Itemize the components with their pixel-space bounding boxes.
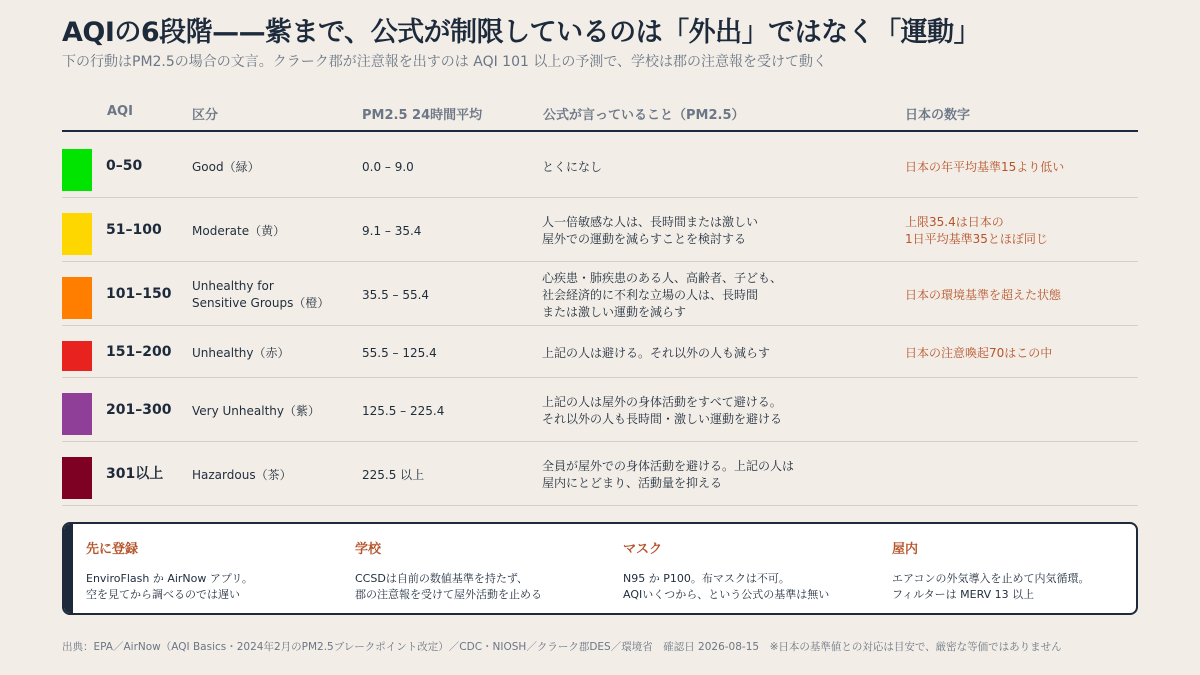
header-japan: 日本の数字 bbox=[905, 108, 971, 123]
official-guidance bbox=[542, 345, 770, 362]
header-official: 公式が言っていること（PM2.5） bbox=[543, 108, 745, 123]
pm25-range: 9.1 – 35.4 bbox=[362, 223, 422, 238]
official-guidance bbox=[542, 214, 758, 248]
cell-line: 人一倍敏感な人は、長時間または激しい bbox=[542, 215, 759, 229]
tip-4 bbox=[892, 538, 1089, 603]
tip-text-line: 郡の注意報を受けて屋外活動を止める bbox=[355, 588, 542, 601]
official-guidance bbox=[542, 159, 602, 176]
header-pm25: PM2.5 24時間平均 bbox=[362, 108, 483, 123]
tip-text-line: N95 か P100。布マスクは不可。 bbox=[623, 572, 790, 585]
aqi-range: 201–300 bbox=[106, 402, 172, 418]
cell-line: 屋外での運動を減らすことを検討する bbox=[542, 232, 747, 246]
table-row bbox=[62, 442, 1138, 506]
category-color-swatch bbox=[62, 277, 92, 319]
pm25-range: 0.0 – 9.0 bbox=[362, 159, 414, 174]
tip-text-line: エアコンの外気導入を止めて内気循環。 bbox=[892, 572, 1090, 585]
cell-line: Moderate（黄） bbox=[192, 223, 286, 238]
aqi-range: 101–150 bbox=[106, 286, 172, 302]
cell-line: 屋内にとどまり、活動量を抑える bbox=[542, 476, 723, 490]
table-header bbox=[62, 100, 1138, 132]
category-color-swatch bbox=[62, 393, 92, 435]
tip-text-line: 空を見てから調べるのでは遅い bbox=[86, 588, 240, 601]
pm25-range: 125.5 – 225.4 bbox=[362, 403, 445, 418]
category-color-swatch bbox=[62, 149, 92, 191]
pm25-range: 55.5 – 125.4 bbox=[362, 345, 437, 360]
japan-comparison bbox=[905, 214, 1048, 248]
tips-accent-bar bbox=[64, 524, 73, 613]
tip-title: 先に登録 bbox=[86, 542, 139, 557]
cell-line: Good（緑） bbox=[192, 159, 260, 174]
header-category: 区分 bbox=[192, 108, 219, 123]
cell-line: Sensitive Groups（橙） bbox=[192, 296, 330, 310]
tip-text bbox=[355, 571, 542, 603]
official-guidance bbox=[542, 394, 782, 428]
cell-line: 1日平均基準35とほぼ同じ bbox=[905, 232, 1048, 246]
table-row bbox=[62, 198, 1138, 262]
cell-line: 全員が屋外での身体活動を避ける。上記の人は bbox=[542, 459, 795, 473]
japan-comparison bbox=[905, 159, 1064, 176]
cell-line: 日本の環境基準を超えた状態 bbox=[905, 287, 1062, 302]
category-color-swatch bbox=[62, 341, 92, 371]
cell-line: 日本の注意喚起70はこの中 bbox=[905, 345, 1053, 360]
cell-line: Unhealthy（赤） bbox=[192, 345, 290, 360]
official-guidance bbox=[542, 270, 782, 321]
tip-1 bbox=[86, 538, 253, 603]
page-subtitle: 下の行動はPM2.5の場合の文言。クラーク郡が注意報を出すのは AQI 101 以上の予測で、学校は郡の注意報を受けて動く bbox=[62, 54, 828, 70]
category-label bbox=[192, 345, 289, 362]
tip-2 bbox=[355, 538, 542, 603]
tip-text bbox=[892, 571, 1089, 603]
tip-text bbox=[86, 571, 253, 603]
cell-line: 上限35.4は日本の bbox=[905, 215, 1004, 229]
aqi-range: 51–100 bbox=[106, 222, 162, 238]
table-row bbox=[62, 326, 1138, 378]
category-color-swatch bbox=[62, 457, 92, 499]
cell-line: 上記の人は屋外の身体活動をすべて避ける。 bbox=[542, 395, 782, 409]
tip-title: 学校 bbox=[355, 542, 382, 557]
aqi-range: 0–50 bbox=[106, 158, 143, 174]
header-aqi: AQI bbox=[107, 104, 133, 119]
category-label bbox=[192, 223, 285, 240]
tip-text-line: フィルターは MERV 13 以上 bbox=[892, 588, 1035, 601]
cell-line: それ以外の人も長時間・激しい運動を避ける bbox=[542, 412, 783, 426]
category-label bbox=[192, 467, 292, 484]
category-label bbox=[192, 278, 329, 312]
category-label bbox=[192, 403, 320, 420]
tip-title: マスク bbox=[623, 542, 663, 557]
cell-line: Very Unhealthy（紫） bbox=[192, 403, 320, 418]
japan-comparison bbox=[905, 345, 1052, 362]
cell-line: または激しい運動を減らす bbox=[542, 304, 687, 319]
pm25-range: 35.5 – 55.4 bbox=[362, 287, 430, 302]
tip-title: 屋内 bbox=[892, 542, 919, 557]
tip-text bbox=[623, 571, 829, 603]
aqi-range: 301以上 bbox=[106, 466, 164, 482]
table-row bbox=[62, 134, 1138, 198]
japan-comparison bbox=[905, 287, 1061, 304]
tip-text-line: EnviroFlash か AirNow アプリ。 bbox=[86, 572, 253, 585]
table-row bbox=[62, 262, 1138, 326]
aqi-range: 151–200 bbox=[106, 344, 172, 360]
cell-line: Hazardous（茶） bbox=[192, 467, 292, 482]
tip-text-line: AQIいくつから、という公式の基準は無い bbox=[623, 588, 830, 601]
pm25-range: 225.5 以上 bbox=[362, 467, 425, 482]
cell-line: 社会経済的に不利な立場の人は、長時間 bbox=[542, 287, 759, 302]
official-guidance bbox=[542, 458, 794, 492]
cell-line: 日本の年平均基準15より低い bbox=[905, 159, 1065, 174]
cell-line: Unhealthy for bbox=[192, 279, 274, 293]
cell-line: とくになし bbox=[542, 159, 603, 174]
table-row bbox=[62, 378, 1138, 442]
tips-panel bbox=[62, 522, 1138, 615]
cell-line: 上記の人は避ける。それ以外の人も減らす bbox=[542, 345, 771, 360]
source-footer: 出典：EPA／AirNow（AQI Basics・2024年2月のPM2.5ブレークポイント改定）／CDC・NIOSH／クラーク郡DES／環境省 確認日 2026-08-15 ※日本の基準値との対応は目安で、厳密な等価ではありません bbox=[62, 641, 1062, 653]
category-color-swatch bbox=[62, 213, 92, 255]
tip-3 bbox=[623, 538, 829, 603]
tip-text-line: CCSDは自前の数値基準を持たず、 bbox=[355, 572, 528, 585]
category-label bbox=[192, 159, 260, 176]
page-title: AQIの6段階——紫まで、公式が制限しているのは「外出」ではなく「運動」 bbox=[62, 17, 981, 48]
cell-line: 心疾患・肺疾患のある人、高齢者、子ども、 bbox=[542, 270, 783, 285]
